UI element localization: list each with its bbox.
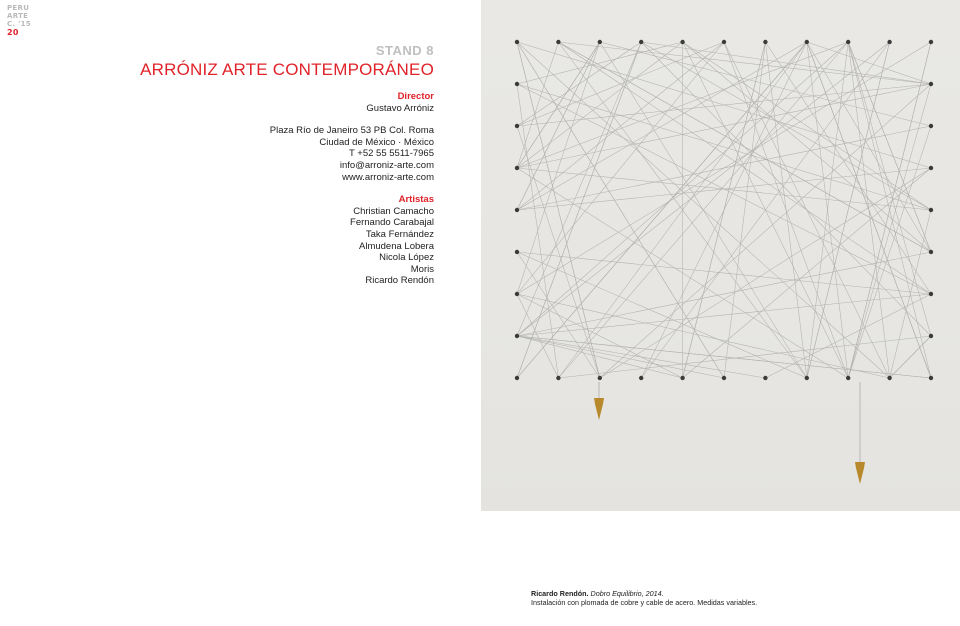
nail: [515, 208, 519, 212]
string-line: [641, 42, 931, 84]
string-line: [765, 42, 806, 378]
artists-block: [114, 194, 434, 287]
nail: [929, 166, 933, 170]
string-line: [683, 42, 931, 210]
plumb-bob: [594, 398, 604, 420]
email-link[interactable]: info@arroniz-arte.com: [339, 159, 434, 171]
string-line: [517, 336, 931, 378]
director-name: Gustavo Arróniz: [366, 102, 434, 114]
artist-name: Taka Fernández: [365, 228, 434, 240]
string-line: [765, 294, 931, 378]
string-line: [600, 168, 931, 378]
nail: [515, 250, 519, 254]
nail: [722, 376, 726, 380]
string-line: [517, 42, 641, 378]
photo-caption: [531, 589, 757, 607]
string-line: [558, 42, 931, 252]
nail: [929, 334, 933, 338]
address-line-1: Plaza Río de Janeiro 53 PB Col. Roma: [269, 125, 434, 137]
string-line: [517, 42, 890, 336]
plumb-bob: [855, 462, 865, 484]
nail: [639, 40, 643, 44]
nail: [515, 40, 519, 44]
nail: [929, 40, 933, 44]
nail: [805, 40, 809, 44]
logo-line-2: ARTE: [7, 12, 29, 20]
nail: [846, 376, 850, 380]
nail: [929, 124, 933, 128]
artist-name: Moris: [410, 263, 434, 275]
artist-name: Nicola López: [379, 252, 434, 264]
nail: [515, 292, 519, 296]
nail: [515, 166, 519, 170]
string-line: [517, 42, 641, 126]
nail: [515, 124, 519, 128]
nail: [556, 40, 560, 44]
artist-name: Christian Camacho: [353, 205, 434, 217]
string-line: [517, 42, 600, 210]
nail: [515, 376, 519, 380]
artists-label: Artistas: [398, 194, 434, 206]
string-line: [517, 42, 641, 336]
nail: [639, 376, 643, 380]
string-line: [517, 294, 890, 378]
string-line: [807, 42, 931, 84]
artist-name: Almudena Lobera: [359, 240, 434, 252]
nail: [763, 376, 767, 380]
nail: [887, 376, 891, 380]
string-line: [517, 252, 807, 378]
nail: [929, 208, 933, 212]
page-number: 20: [7, 28, 19, 37]
director-label: Director: [397, 91, 434, 102]
contact-block: [114, 125, 434, 183]
caption-artist: Ricardo Rendón.: [531, 589, 589, 598]
string-line: [517, 42, 890, 378]
nail: [680, 40, 684, 44]
nail: [763, 40, 767, 44]
nail: [515, 334, 519, 338]
nail: [515, 82, 519, 86]
string-line: [641, 42, 931, 336]
nail: [598, 40, 602, 44]
string-line: [724, 42, 765, 378]
nail: [929, 250, 933, 254]
nail: [846, 40, 850, 44]
nail: [556, 376, 560, 380]
artist-name: Fernando Carabajal: [350, 217, 434, 229]
nail: [598, 376, 602, 380]
string-line: [517, 252, 600, 378]
nail: [680, 376, 684, 380]
nail: [805, 376, 809, 380]
nail: [929, 82, 933, 86]
string-line: [848, 126, 931, 378]
string-line: [848, 42, 931, 252]
string-line: [890, 336, 931, 378]
string-line: [600, 84, 931, 378]
logo-line-1: PERU: [7, 4, 30, 12]
phone: T +52 55 5511-7965: [349, 148, 434, 160]
string-line: [683, 42, 766, 378]
logo: [7, 4, 31, 37]
string-line: [517, 336, 683, 378]
nail: [722, 40, 726, 44]
director-block: [114, 91, 434, 114]
string-line: [848, 42, 931, 336]
string-line: [517, 42, 683, 84]
caption-materials: Instalación con plomada de cobre y cable de acero. Medidas variables.: [531, 598, 758, 607]
string-line: [600, 42, 931, 126]
string-line: [517, 294, 558, 378]
string-line: [517, 42, 724, 378]
nail: [929, 376, 933, 380]
artist-name: Ricardo Rendón: [365, 275, 434, 287]
stand-label: STAND 8: [375, 43, 434, 58]
logo-line-3: C. '15: [7, 20, 31, 28]
caption-title: Dobro Equilibrio, 2014.: [590, 589, 664, 598]
gallery-info: [114, 44, 434, 287]
string-line: [517, 294, 683, 378]
string-line: [517, 42, 683, 168]
gallery-name: ARRÓNIZ ARTE CONTEMPORÁNEO: [140, 60, 434, 79]
string-line: [848, 42, 889, 378]
caption-line-1: [531, 589, 757, 598]
string-line: [683, 42, 931, 252]
nail: [887, 40, 891, 44]
nail: [929, 292, 933, 296]
artwork-string-installation: [481, 0, 960, 511]
address-line-2: Ciudad de México · México: [319, 136, 434, 148]
artwork-photo: [481, 0, 960, 511]
string-line: [683, 168, 931, 378]
string-line: [558, 336, 931, 378]
website-link[interactable]: www.arroniz-arte.com: [342, 171, 434, 183]
string-line: [765, 42, 931, 294]
